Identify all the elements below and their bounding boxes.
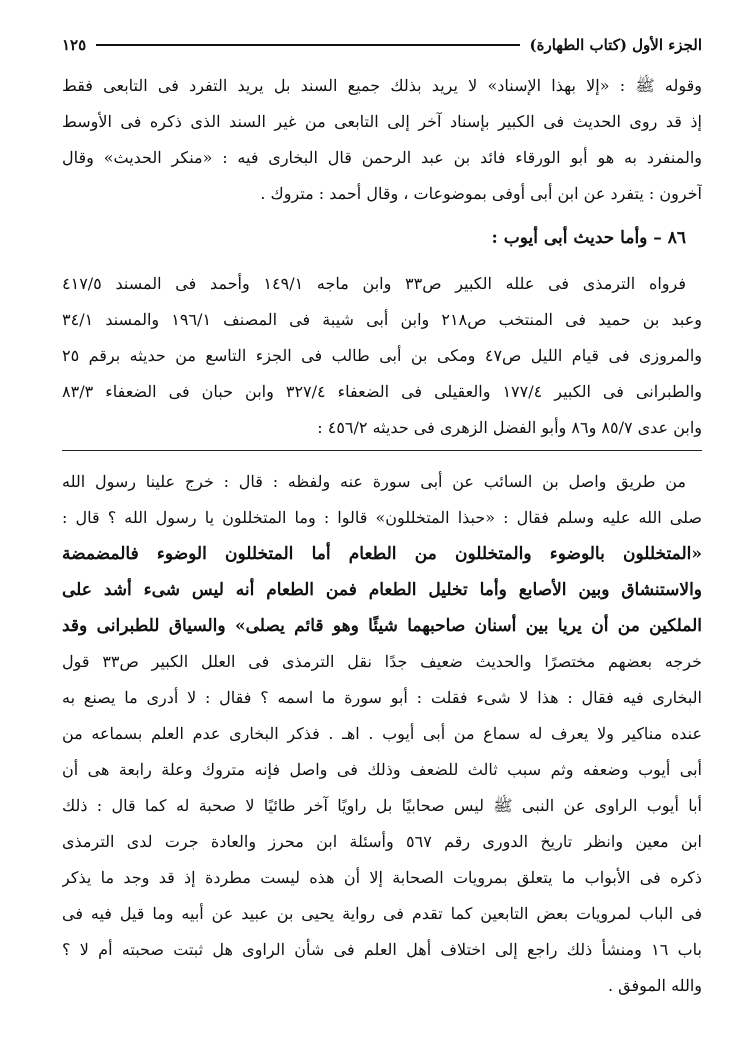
section-divider (62, 450, 702, 451)
hadith-text-line: الملكين من أن يريا بين أسنان صاحبهما شيئًا وهو قائم يصلى» والسياق للطبرانى وقد (62, 616, 702, 636)
text-line: وعبد بن حميد فى المنتخب ص٢١٨ وابن أبى شيبة فى المصنف ١٩٦/١ والمسند ٣٤/١ (62, 310, 702, 329)
text-line: آخرون : يتفرد عن ابن أبى أوفى بموضوعات ، وقال أحمد : متروك . (260, 184, 702, 203)
text-line: عنده مناكير ولا يعرف له سماع من أبى أيوب . اهـ . فذكر البخارى عدم العلم بسماعه من (62, 724, 702, 743)
text-line: إذ قد روى الحديث فى الكبير بإسناد آخر إلى التابعى من غير السند الذى ذكره فى الأوسط (62, 112, 702, 131)
text-line: صلى الله عليه وسلم فقال : «حبذا المتخللون» قالوا : وما المتخللون يا رسول الله ؟ قال : (62, 508, 702, 527)
running-title: الجزء الأول (كتاب الطهارة) (529, 36, 702, 54)
text-line: وابن عدى ٨٥/٧ و٨٦ وأبو الفضل الزهرى فى حديثه ٤٥٦/٢ : (317, 418, 702, 437)
text-line: البخارى فيه فقال : هذا لا شىء فقلت : أبو سورة ما اسمه ؟ فقال : لا أدرى ما يصنع به (62, 688, 702, 707)
hadith-text-line: «المتخللون بالوضوء والمتخللون من الطعام أما المتخللون الوضوء فالمضمضة (62, 544, 702, 564)
running-header (62, 34, 702, 56)
section-heading: ٨٦ – وأما حديث أبى أيوب : (491, 228, 686, 248)
page-number: ١٢٥ (62, 36, 87, 54)
text-line: فى الباب لمرويات بعض التابعين كما تقدم فى رواية يحيى بن عبيد عن أبيه وما قيل فيه فى (62, 904, 702, 923)
text-line: ذكره فى الأبواب ما يتعلق بمرويات الصحابة إلا أن هذه ليست مطردة إذ قد وجد ما يذكر (62, 868, 702, 887)
text-line: والمروزى فى قيام الليل ص٤٧ ومكى بن أبى طالب فى الجزء التاسع من حديثه برقم ٢٥ (62, 346, 702, 365)
text-line: فرواه الترمذى فى علله الكبير ص٣٣ وابن ماجه ١٤٩/١ وأحمد فى المسند ٤١٧/٥ (62, 274, 687, 293)
text-line: وقوله ﷺ : «إلا بهذا الإسناد» لا يريد بذلك جميع السند بل يريد التفرد فى التابعى فقط (62, 76, 702, 95)
text-line: من طريق واصل بن السائب عن أبى سورة عنه ولفظه : قال : خرج علينا رسول الله (62, 472, 686, 491)
text-line: أبى أيوب وضعفه وثم سبب ثالث للضعف وذلك فى واصل فإنه متروك وعلة رابعة هى أن (62, 760, 702, 779)
text-line: ابن معين وانظر تاريخ الدورى رقم ٥٦٧ وأسئلة ابن محرز والعادة جرت لدى الترمذى (62, 832, 702, 851)
text-line: والله الموفق . (607, 976, 702, 995)
text-line: والمنفرد به هو أبو الورقاء فائد بن عبد الرحمن قال البخارى فيه : «منكر الحديث» وقال (62, 148, 702, 167)
text-line: والطبرانى فى الكبير ١٧٧/٤ والعقيلى فى الضعفاء ٣٢٧/٤ وابن حبان فى الضعفاء ٨٣/٣ (62, 382, 702, 401)
text-line: خرجه بعضهم مختصرًا والحديث ضعيف جدًا نقل الترمذى فى العلل الكبير ص٣٣ قول (62, 652, 702, 671)
hadith-text-line: والاستنشاق وبين الأصابع وأما تخليل الطعام فمن الطعام أنه ليس شىء أشد على (62, 580, 702, 600)
text-line: أبا أيوب الراوى عن النبى ﷺ ليس صحابيًا بل راويًا آخر طائيًا لا صحبة له كما قال : ذلك (62, 796, 702, 815)
header-rule (96, 44, 519, 46)
text-line: باب ١٦ ومنشأ ذلك راجع إلى اختلاف أهل العلم فى شأن الراوى هل ثبتت صحبته أم لا ؟ (62, 940, 702, 959)
